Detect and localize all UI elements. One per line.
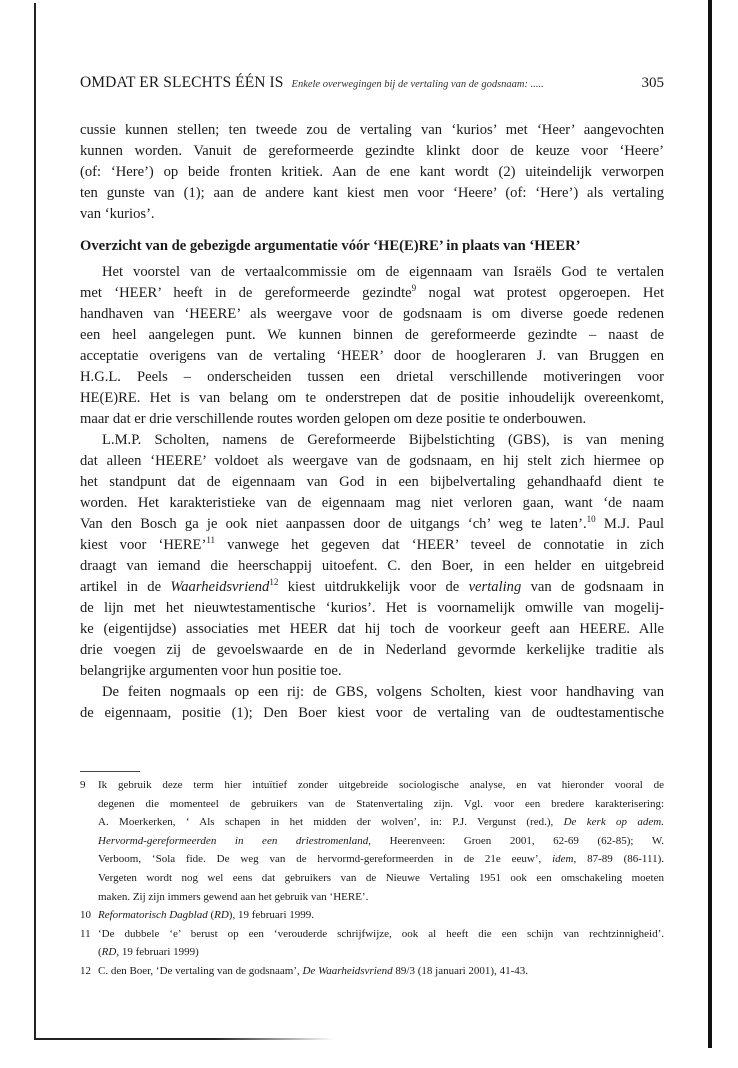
paragraph <box>80 682 664 724</box>
text-line: draagt van iemand die heerschappij uitoefent. C. den Boer, in een helder en uitgebreid <box>80 558 664 574</box>
footnote-reference[interactable]: 12 <box>269 577 279 588</box>
footnote-text <box>98 962 664 981</box>
footnote-12 <box>80 962 664 981</box>
italic-text: De kerk op adem. <box>563 816 664 829</box>
footnote-line: Vergeten wordt nog wel eens dat gebruikers van de Nieuwe Vertaling 1951 ook een omschakeling moeten <box>98 871 664 884</box>
footnote-number: 11 <box>80 927 91 940</box>
text-line: een heel aangelegen punt. We kunnen binnen de gereformeerde gezindte – naast de <box>80 327 664 343</box>
text-segment: , Heerenveen: Groen 2001, 62-69 (62-85); W. <box>368 834 664 847</box>
paragraph <box>80 262 664 430</box>
italic-text: Waarheidsvriend <box>170 579 270 595</box>
running-title: OMDAT ER SLECHTS ÉÉN IS <box>80 74 284 91</box>
text-line: de eigennaam, positie (1); Den Boer kiest voor de vertaling van de oudtestamentische <box>80 705 664 721</box>
running-subtitle: Enkele overwegingen bij de vertaling van de godsnaam: ..... <box>291 79 544 90</box>
text-line: maar dat er drie verschillende routes worden gelopen om deze positie te onderbouwen. <box>80 411 587 427</box>
text-segment: M.J. Paul <box>595 516 665 532</box>
footnotes <box>80 776 664 981</box>
text-segment: van de godsnaam in <box>521 579 664 595</box>
footnote-line <box>98 850 664 869</box>
footnote-reference[interactable]: 9 <box>411 283 417 294</box>
text-line <box>80 535 664 556</box>
text-line: cussie kunnen stellen; ten tweede zou de vertaling van ‘kurios’ met ‘Heer’ aangevochten <box>80 122 664 138</box>
page-border-right <box>708 0 712 1048</box>
footnote-10 <box>80 906 664 925</box>
footnote-line: ‘De dubbele ‘e’ berust op een ‘verouderde schrijfwijze, ook al heeft die een schijn van rechtzinnigheid’. <box>98 927 664 940</box>
italic-text: RD <box>214 909 229 922</box>
text-segment: ), 19 februari 1999. <box>228 909 315 922</box>
text-segment: nogal wat protest opgeroepen. Het <box>416 285 664 301</box>
text-line: Het voorstel van de vertaalcommissie om de eigennaam van Israëls God te vertalen <box>102 264 664 280</box>
italic-text: Hervormd-gereformeerden in een driestromenland <box>98 834 369 847</box>
intro-paragraph <box>80 120 664 225</box>
text-line <box>80 283 664 304</box>
text-line: HE(E)RE. Het is van belang om te onderstrepen dat de positie inhoudelijk overeenkomt, <box>80 390 664 406</box>
footnote-text <box>98 906 664 925</box>
text-segment: ( <box>98 946 102 959</box>
text-segment: ( <box>207 909 215 922</box>
footnote-text <box>98 925 664 962</box>
italic-text: idem <box>552 853 574 866</box>
italic-text: Reformatorisch Dagblad <box>98 909 208 922</box>
footnote-line <box>98 906 664 925</box>
text-segment: A. Moerkerken, ‘ Als schapen in het midden der wolven’, in: P.J. Vergunst (red.), <box>98 816 564 829</box>
text-line: kunnen worden. Vanuit de gereformeerde gezindte klinkt door de keuze voor ‘Heere’ <box>80 143 664 159</box>
footnote-9 <box>80 776 664 906</box>
text-segment: kiest uitdrukkelijk voor de <box>278 579 469 595</box>
footnote-number: 9 <box>80 779 86 791</box>
text-line <box>80 577 664 598</box>
running-header <box>80 74 664 96</box>
text-line: acceptatie overigens van de vertaling ‘HEER’ door de hoogleraren J. van Bruggen en <box>80 348 664 364</box>
text-line: ke (eigentijdse) associaties met HEER dat hij toch de voorkeur geeft aan HEERE. Alle <box>80 621 664 637</box>
footnote-reference[interactable]: 10 <box>586 514 596 525</box>
page-border-left <box>34 3 36 1039</box>
text-segment: met ‘HEER’ heeft in de gereformeerde gezindte <box>80 285 412 301</box>
text-line: De feiten nogmaals op een rij: de GBS, volgens Scholten, kiest voor handhaving van <box>102 684 664 700</box>
italic-text: De Waarheidsvriend <box>302 964 393 977</box>
footnote-line: degenen die momenteel de gebruikers van de Statenvertaling zijn. Vgl. voor een bredere karakterisering: <box>98 797 664 810</box>
paragraph <box>80 430 664 682</box>
text-line: de lijn met het nieuwtestamentische ‘kurios’. Het is voornamelijk omwille van mogelij- <box>80 600 664 616</box>
text-segment: 89/3 (18 januari 2001), 41-43. <box>392 964 529 977</box>
italic-text: RD <box>101 946 117 959</box>
section-heading: Overzicht van de gebezigde argumentatie vóór ‘HE(E)RE’ in plaats van ‘HEER’ <box>80 238 581 254</box>
page-border-bottom <box>34 1038 334 1040</box>
footnote-text <box>98 776 664 906</box>
footnote-reference[interactable]: 11 <box>206 535 216 546</box>
page-number: 305 <box>641 75 664 91</box>
text-segment: , 19 februari 1999) <box>116 946 199 959</box>
text-line: H.G.L. Peels – onderscheiden tussen een drietal verschillende motiveringen voor <box>80 369 664 385</box>
footnote-line <box>98 832 664 851</box>
text-line: dat alleen ‘HEERE’ voldoet als weergave van de godsnaam, en hij stelt zich hiermee op <box>80 453 664 469</box>
italic-text: vertaling <box>468 579 522 595</box>
text-line <box>80 514 664 535</box>
text-segment: Verboom, ‘Sola fide. De weg van de hervormd-gereformeerden in de 21e eeuw’, <box>98 853 553 866</box>
text-segment: Van den Bosch ga je ook niet aanpassen door de uitgangs ‘ch’ weg te laten’. <box>80 516 587 532</box>
text-line: belangrijke argumenten voor hun positie toe. <box>80 663 342 679</box>
body-text <box>80 262 664 724</box>
text-line: L.M.P. Scholten, namens de Gereformeerde Bijbelstichting (GBS), is van mening <box>102 432 664 448</box>
footnote-line: Ik gebruik deze term hier intuïtief zonder uitgebreide sociologische analyse, en vat hieronder vooral de <box>98 779 664 791</box>
text-segment: kiest voor ‘HERE’ <box>80 537 207 553</box>
text-segment: vanwege het gegeven dat ‘HEER’ teveel de connotatie in zich <box>215 537 664 553</box>
text-segment: , 87-89 (86-111). <box>573 853 664 866</box>
text-line: (of: ‘Here’) op beide fronten kritiek. Aan de ene kant wordt (2) uiteindelijk verworpen <box>80 164 664 180</box>
text-line: drie voegen zij de gevoelswaarde en de in Nederland gevormde kerkelijke traditie als <box>80 642 664 658</box>
text-line: van ‘kurios’. <box>80 206 155 222</box>
footnote-number: 10 <box>80 909 91 922</box>
footnote-line <box>98 962 664 981</box>
text-line: handhaven van ‘HEERE’ als weergave voor de godsnaam is om diverse goede redenen <box>80 306 664 322</box>
text-segment: artikel in de <box>80 579 171 595</box>
footnote-line <box>98 943 664 962</box>
footnote-number: 12 <box>80 964 91 977</box>
footnote-line: maken. Zij zijn immers gewend aan het gebruik van ‘HERE’. <box>98 890 369 903</box>
text-segment: C. den Boer, ‘De vertaling van de godsnaam’, <box>98 964 303 977</box>
text-line: ten gunste van (1); aan de andere kant kiest men voor ‘Heere’ (of: ‘Here’) als vertaling <box>80 185 664 201</box>
text-line: het standpunt dat de eigennaam van God in een bijbelvertaling gehandhaafd dient te <box>80 474 664 490</box>
text-line: worden. Het karakteristieke van de eigennaam mag niet verloren gaan, want ‘de naam <box>80 495 664 511</box>
footnote-11 <box>80 925 664 962</box>
footnote-separator <box>80 771 140 772</box>
footnote-line <box>98 813 664 832</box>
